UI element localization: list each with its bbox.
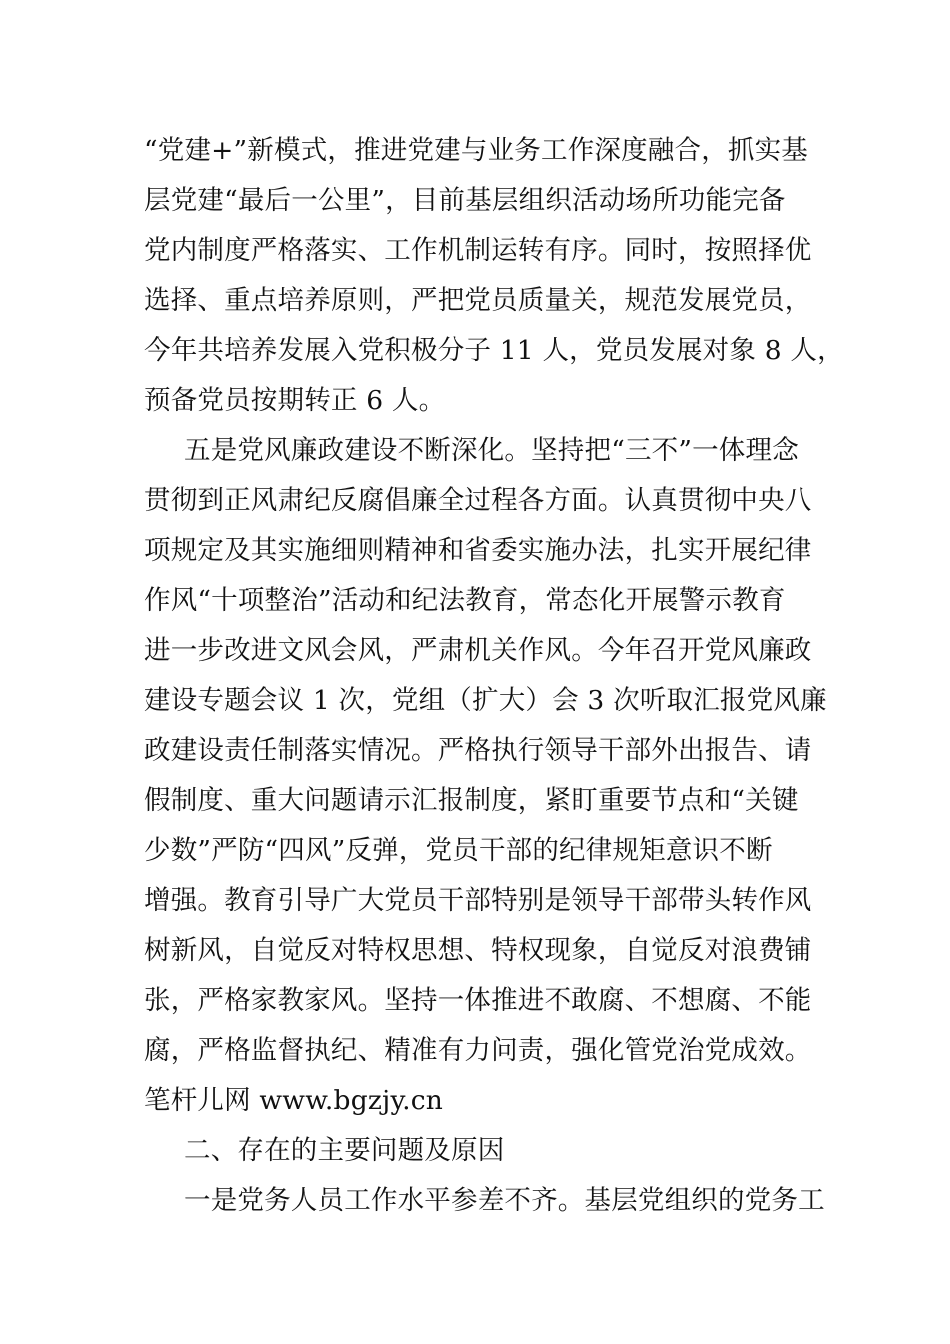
text-line: 预备党员按期转正 6 人。: [144, 385, 446, 416]
paragraph-heading-line: 五是党风廉政建设不断深化。坚持把“三不”一体理念: [184, 435, 799, 466]
text-line: 选择、重点培养原则，严把党员质量关，规范发展党员，: [144, 285, 812, 316]
text-line: 层党建“最后一公里”，目前基层组织活动场所功能完备: [144, 185, 786, 216]
text-line: 进一步改进文风会风，严肃机关作风。今年召开党风廉政: [144, 635, 812, 666]
text-line: 假制度、重大问题请示汇报制度，紧盯重要节点和“关键: [144, 785, 799, 816]
text-line: 作风“十项整治”活动和纪法教育，常态化开展警示教育: [144, 585, 786, 616]
text-line: 张，严格家教家风。坚持一体推进不敢腐、不想腐、不能: [144, 985, 812, 1016]
section-heading: 二、存在的主要问题及原因: [184, 1135, 505, 1166]
text-line: 少数”严防“四风”反弹，党员干部的纪律规矩意识不断: [144, 835, 773, 866]
text-line: 项规定及其实施细则精神和省委实施办法，扎实开展纪律: [144, 535, 812, 566]
document-body: [144, 126, 844, 1226]
text-line: 今年共培养发展入党积极分子 11 人，党员发展对象 8 人，: [144, 335, 844, 366]
website-credit-line: 笔杆儿网 www.bgzjy.cn: [144, 1085, 444, 1116]
text-line: 政建设责任制落实情况。严格执行领导干部外出报告、请: [144, 735, 812, 766]
text-line: 树新风，自觉反对特权思想、特权现象，自觉反对浪费铺: [144, 935, 812, 966]
text-line: 党内制度严格落实、工作机制运转有序。同时，按照择优: [144, 235, 812, 266]
text-line: 贯彻到正风肃纪反腐倡廉全过程各方面。认真贯彻中央八: [144, 485, 812, 516]
paragraph-heading-line: 一是党务人员工作水平参差不齐。基层党组织的党务工: [184, 1185, 825, 1216]
text-line: 增强。教育引导广大党员干部特别是领导干部带头转作风: [144, 885, 812, 916]
text-line: “党建+”新模式，推进党建与业务工作深度融合，抓实基: [144, 135, 808, 166]
text-line: 建设专题会议 1 次，党组（扩大）会 3 次听取汇报党风廉: [144, 685, 827, 716]
text-line: 腐，严格监督执纪、精准有力问责，强化管党治党成效。: [144, 1035, 812, 1066]
